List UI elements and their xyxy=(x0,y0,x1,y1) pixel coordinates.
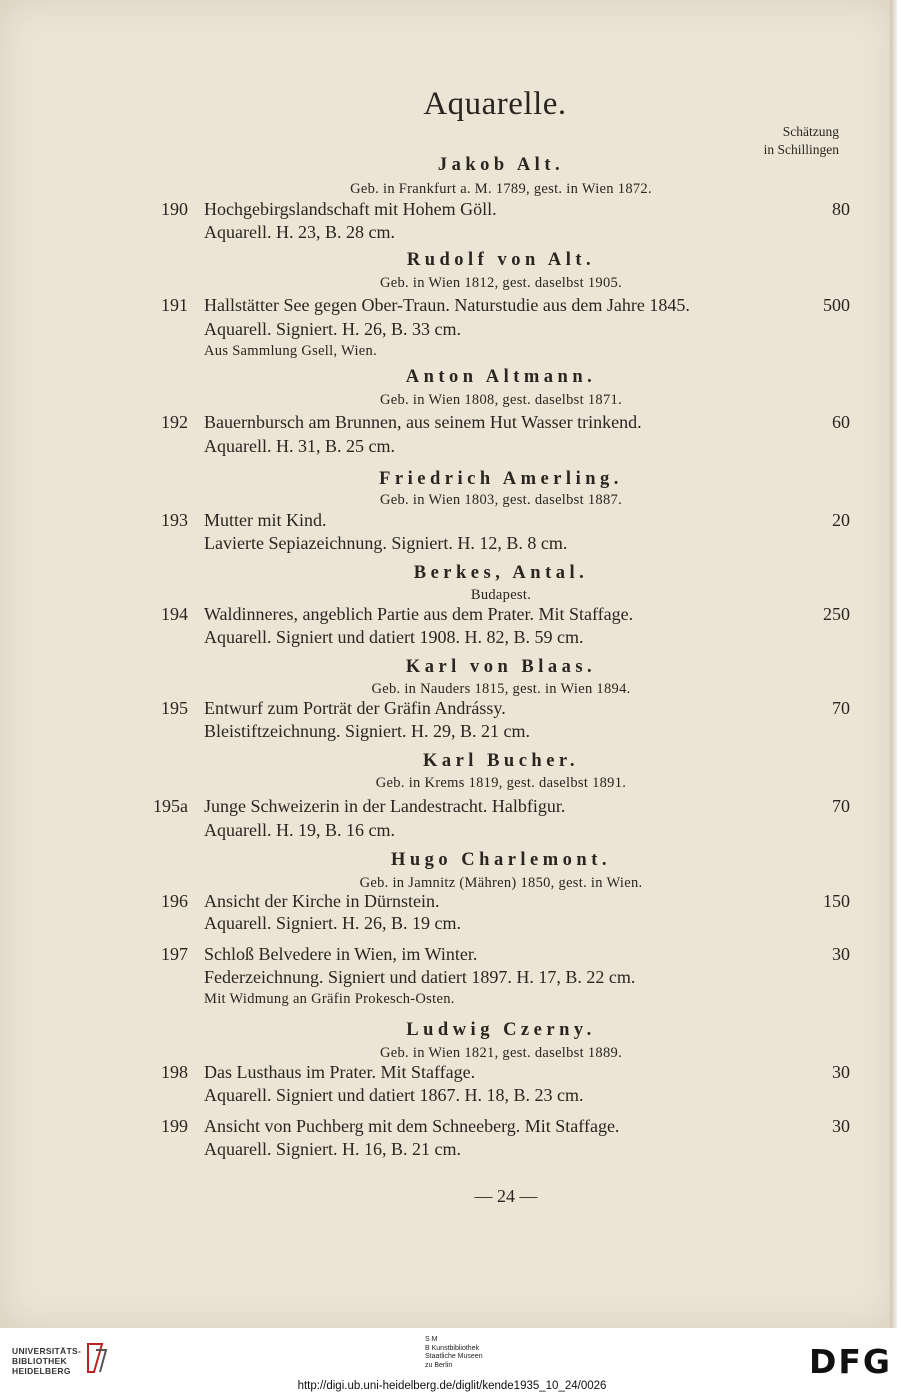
museum-stamp xyxy=(425,1336,483,1370)
item-details: Aquarell. Signiert und datiert 1908. H. 82, B. 59 cm. xyxy=(204,627,584,647)
stamp-line: S M xyxy=(425,1336,438,1343)
item-title: Schloß Belvedere in Wien, im Winter. xyxy=(204,944,478,964)
artist-bio: Geb. in Nauders 1815, gest. in Wien 1894. xyxy=(371,681,631,697)
item-details: Federzeichnung. Signiert und datiert 1897. H. 17, B. 22 cm. xyxy=(204,967,636,987)
item-details: Aquarell. Signiert. H. 26, B. 33 cm. xyxy=(204,319,461,339)
item-title: Mutter mit Kind. xyxy=(204,510,327,530)
artist-name: Ludwig Czerny. xyxy=(406,1020,596,1040)
catalog-item xyxy=(150,1062,850,1086)
artist-bio: Geb. in Jamnitz (Mähren) 1850, gest. in Wien. xyxy=(359,875,643,891)
item-details: Aquarell. H. 23, B. 28 cm. xyxy=(204,222,395,242)
item-price: 30 xyxy=(832,1062,850,1082)
item-price: 80 xyxy=(832,199,850,219)
item-price: 20 xyxy=(832,510,850,530)
catalog-item xyxy=(150,604,850,628)
item-details: Aquarell. Signiert. H. 26, B. 19 cm. xyxy=(204,913,461,933)
item-number: 192 xyxy=(161,412,188,432)
artist-bio: Budapest. xyxy=(470,587,532,603)
item-number: 197 xyxy=(161,944,188,964)
artist-name: Karl von Blaas. xyxy=(405,657,597,677)
estimate-header-line2: in Schillingen xyxy=(763,142,839,157)
library-line: UNIVERSITÄTS- xyxy=(12,1346,82,1356)
catalog-item xyxy=(150,1116,850,1140)
artist-bio: Geb. in Krems 1819, gest. daselbst 1891. xyxy=(375,775,627,791)
catalog-item xyxy=(150,199,850,223)
item-title: Bauernbursch am Brunnen, aus seinem Hut Wasser trinkend. xyxy=(204,412,642,432)
item-note: Mit Widmung an Gräfin Prokesch-Osten. xyxy=(204,991,455,1007)
catalog-item xyxy=(150,944,850,968)
item-number: 191 xyxy=(161,295,188,315)
artist-name: Hugo Charlemont. xyxy=(391,850,611,870)
artist-bio: Geb. in Wien 1812, gest. daselbst 1905. xyxy=(379,275,622,291)
item-price: 150 xyxy=(823,891,850,911)
artist-name: Rudolf von Alt. xyxy=(406,250,596,270)
page-title: Aquarelle. xyxy=(423,86,567,122)
viewer-footer xyxy=(0,1328,904,1395)
item-number: 193 xyxy=(161,510,188,530)
artist-name: Anton Altmann. xyxy=(405,367,597,387)
item-details: Aquarell. H. 31, B. 25 cm. xyxy=(204,436,395,456)
item-title: Junge Schweizerin in der Landestracht. Halbfigur. xyxy=(204,796,566,816)
library-line: HEIDELBERG xyxy=(12,1366,71,1376)
artist-name: Berkes, Antal. xyxy=(413,563,589,583)
library-logo-icon xyxy=(84,1340,110,1376)
item-number: 196 xyxy=(161,891,188,911)
artist-bio: Geb. in Frankfurt a. M. 1789, gest. in Wien 1872. xyxy=(350,181,652,197)
source-url-link[interactable]: http://digi.ub.uni-heidelberg.de/diglit/kende1935_10_24/0026 xyxy=(297,1380,607,1392)
item-price: 250 xyxy=(823,604,850,624)
item-note: Aus Sammlung Gsell, Wien. xyxy=(204,343,377,359)
item-price: 70 xyxy=(832,796,850,816)
item-title: Das Lusthaus im Prater. Mit Staffage. xyxy=(204,1062,476,1082)
catalog-item xyxy=(150,698,850,722)
item-details: Aquarell. Signiert. H. 16, B. 21 cm. xyxy=(204,1139,461,1159)
item-number: 195a xyxy=(153,796,188,816)
catalog-item xyxy=(150,295,850,319)
item-number: 199 xyxy=(161,1116,188,1136)
item-title: Hallstätter See gegen Ober-Traun. Naturstudie aus dem Jahre 1845. xyxy=(204,295,690,315)
library-line: BIBLIOTHEK xyxy=(12,1356,67,1366)
item-price: 500 xyxy=(823,295,850,315)
item-title: Ansicht der Kirche in Dürnstein. xyxy=(204,891,440,911)
item-price: 30 xyxy=(832,944,850,964)
stamp-line: zu Berlin xyxy=(425,1361,453,1369)
item-details: Aquarell. H. 19, B. 16 cm. xyxy=(204,820,395,840)
item-price: 60 xyxy=(832,412,850,432)
item-details: Aquarell. Signiert und datiert 1867. H. 18, B. 23 cm. xyxy=(204,1085,584,1105)
artist-name: Jakob Alt. xyxy=(437,155,565,175)
item-title: Hochgebirgslandschaft mit Hohem Göll. xyxy=(204,199,497,219)
page-number: — 24 — xyxy=(474,1186,538,1206)
item-title: Entwurf zum Porträt der Gräfin Andrássy. xyxy=(204,698,506,718)
catalog-item xyxy=(150,891,850,915)
dfg-logo: DFG xyxy=(808,1342,892,1381)
estimate-column-header xyxy=(764,123,839,159)
estimate-header-line1: Schätzung xyxy=(782,124,839,139)
item-title: Ansicht von Puchberg mit dem Schneeberg. Mit Staffage. xyxy=(204,1116,620,1136)
item-number: 194 xyxy=(161,604,188,624)
catalog-item xyxy=(150,796,850,820)
artist-bio: Geb. in Wien 1821, gest. daselbst 1889. xyxy=(379,1045,622,1061)
artist-name: Friedrich Amerling. xyxy=(379,469,623,489)
artist-bio: Geb. in Wien 1803, gest. daselbst 1887. xyxy=(379,492,622,508)
catalog-item xyxy=(150,412,850,436)
item-number: 190 xyxy=(161,199,188,219)
item-details: Lavierte Sepiazeichnung. Signiert. H. 12, B. 8 cm. xyxy=(204,533,568,553)
artist-name: Karl Bucher. xyxy=(422,751,580,771)
item-number: 198 xyxy=(161,1062,188,1082)
item-number: 195 xyxy=(161,698,188,718)
artist-bio: Geb. in Wien 1808, gest. daselbst 1871. xyxy=(379,392,622,408)
item-price: 30 xyxy=(832,1116,850,1136)
stamp-line: B Kunstbibliothek xyxy=(425,1344,480,1352)
item-title: Waldinneres, angeblich Partie aus dem Prater. Mit Staffage. xyxy=(204,604,634,624)
catalog-item xyxy=(150,510,850,534)
item-details: Bleistiftzeichnung. Signiert. H. 29, B. 21 cm. xyxy=(204,721,530,741)
stamp-line: Staatliche Museen xyxy=(425,1353,483,1360)
library-name xyxy=(12,1346,81,1376)
item-price: 70 xyxy=(832,698,850,718)
